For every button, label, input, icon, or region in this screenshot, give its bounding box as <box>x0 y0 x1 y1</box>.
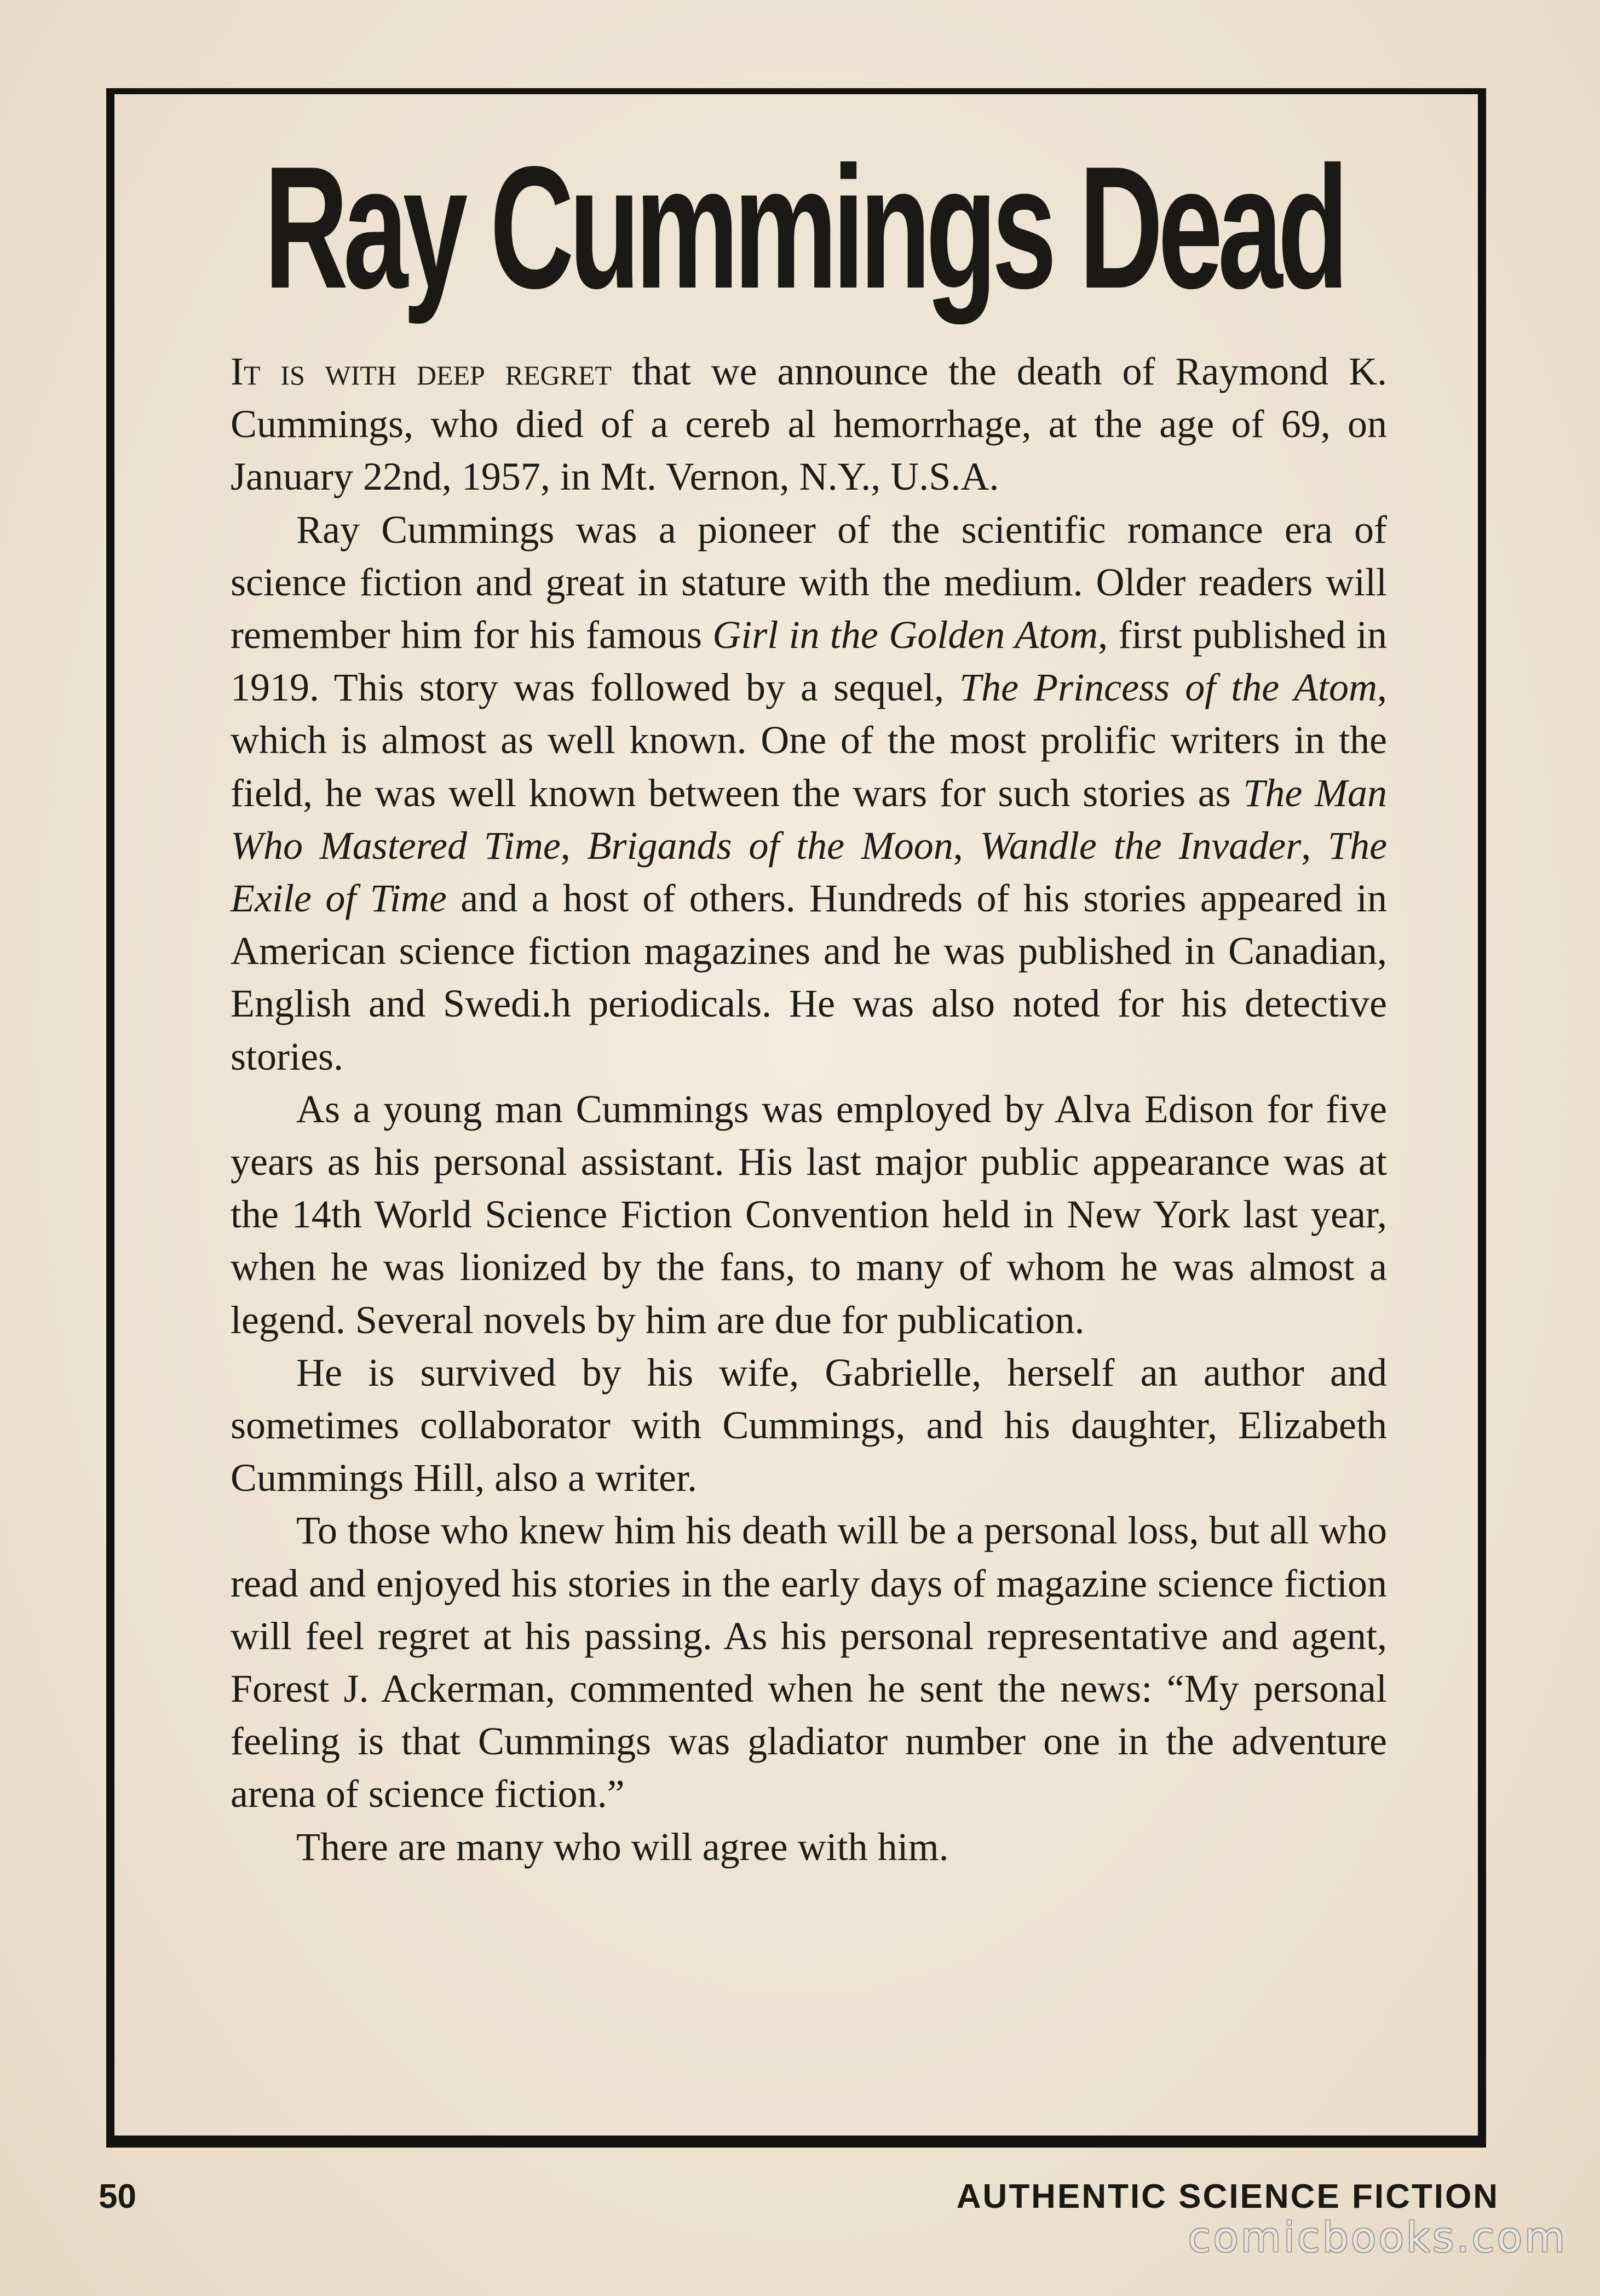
paragraph-2 <box>231 503 1387 1083</box>
story-title-girl-in-the-golden-atom: Girl in the Golden Atom <box>712 613 1098 657</box>
paragraph-4: He is survived by his wife, Gabrielle, herself an author and sometimes collaborator with Cummings, and his daughter, Elizabeth Cummings Hill, also a writer. <box>231 1350 1387 1500</box>
separator: , <box>1301 823 1328 868</box>
paragraph-2-text-a: Ray Cummings was a pioneer of the scientific romance era of science fiction and great in stature with the medium. Older readers will remember him for his famous <box>231 507 1387 657</box>
story-title-princess-of-the-atom: The Princess of the Atom <box>959 665 1377 710</box>
paragraph-2-text-d: and a host of others. Hundreds of his stories appeared in American science fiction magazines and he was published in Canadian, English and Swedi.h periodicals. He was also noted for his detective stories. <box>231 876 1388 1078</box>
paragraph-5: To those who knew him his death will be a personal loss, but all who read and enjoyed his stories in the early days of magazine science fiction will feel regret at his passing. As his personal representative and agent, Forest J. Ackerman, commented when he sent the news: “My personal feeling is that Cummings was gladiator number one in the adventure arena of science fiction.” <box>231 1508 1387 1816</box>
paragraph-3: As a young man Cummings was employed by Alva Edison for five years as his personal assistant. His last major public appearance was at the 14th World Science Fiction Convention held in New York last year, when he was lionized by the fans, to many of whom he was almost a legend. Several novels by him are due for publication. <box>231 1087 1387 1342</box>
watermark: comicbooks.com <box>1188 2213 1567 2261</box>
separator: , <box>953 823 980 868</box>
article-title: Ray Cummings Dead <box>264 130 1344 325</box>
paragraph-2-text-c: , which is almost as well known. One of the most prolific writers in the field, he was well known between the wars for such stories as <box>231 665 1387 815</box>
separator: , <box>560 823 588 868</box>
page-number: 50 <box>99 2178 136 2215</box>
lead-smallcaps: It is with deep regret <box>231 349 612 393</box>
story-title-brigands-of-the-moon: Brigands of the Moon <box>587 823 953 868</box>
story-title-man-who-mastered-time: The Man Who Mastered Time <box>231 771 1387 868</box>
magazine-name: AUTHENTIC SCIENCE FICTION <box>956 2178 1499 2215</box>
paragraph-6: There are many who will agree with him. <box>296 1824 949 1869</box>
story-title-wandle-the-invader: Wandle the Invader <box>980 823 1302 868</box>
article-body <box>231 345 1387 1873</box>
paragraph-2-text-b: , first published in 1919. This story was followed by a sequel, <box>231 613 1388 710</box>
paragraph-1-text: that we announce the death of Raymond K. Cummings, who died of a cereb al hemorrhage, at the age of 69, on January 22nd, 1957, in Mt. Vernon, N.Y., U.S.A. <box>231 349 1387 499</box>
story-title-exile-of-time: The Exile of Time <box>231 823 1388 921</box>
paragraph-1 <box>231 345 1387 503</box>
